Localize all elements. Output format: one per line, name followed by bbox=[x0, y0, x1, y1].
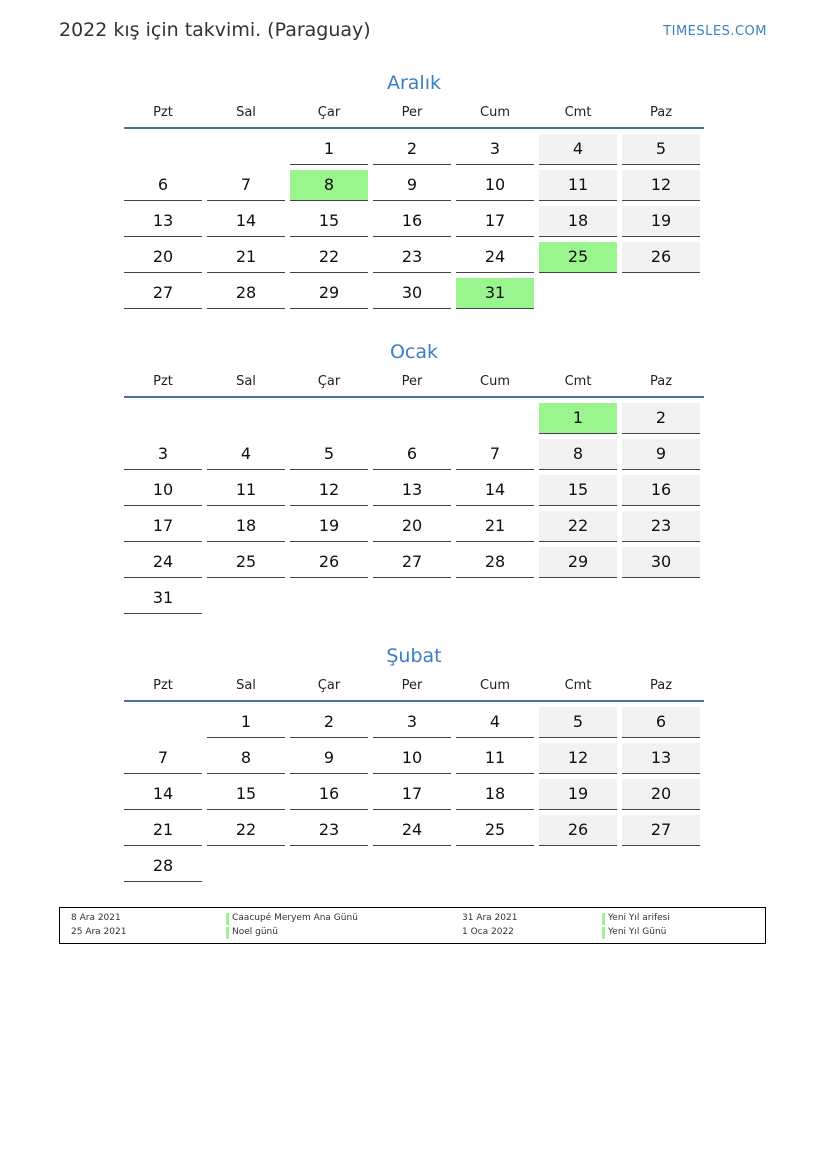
day-cell: 31 bbox=[456, 278, 534, 309]
day-cell: 12 bbox=[622, 170, 700, 201]
day-cell: 26 bbox=[290, 547, 368, 578]
weekday-label: Paz bbox=[649, 373, 673, 389]
day-cell: 20 bbox=[124, 242, 202, 273]
week-row bbox=[124, 206, 704, 237]
weekday-label: Çar bbox=[317, 104, 341, 120]
week-row bbox=[124, 547, 704, 578]
month-calendar bbox=[124, 69, 704, 314]
day-cell: 19 bbox=[539, 779, 617, 810]
weekday-label: Cum bbox=[480, 677, 510, 693]
empty-cell bbox=[124, 403, 202, 433]
empty-cell bbox=[124, 707, 202, 737]
day-cell: 27 bbox=[373, 547, 451, 578]
weekday-label: Pzt bbox=[153, 373, 173, 389]
holiday-legend bbox=[59, 907, 766, 944]
day-cell: 23 bbox=[290, 815, 368, 846]
day-cell: 15 bbox=[290, 206, 368, 237]
week-row bbox=[124, 707, 704, 738]
empty-cell bbox=[622, 278, 700, 308]
day-cell: 24 bbox=[456, 242, 534, 273]
week-row bbox=[124, 278, 704, 309]
day-cell: 17 bbox=[456, 206, 534, 237]
week-row bbox=[124, 851, 704, 882]
day-cell: 7 bbox=[207, 170, 285, 201]
empty-cell bbox=[456, 403, 534, 433]
day-cell: 29 bbox=[290, 278, 368, 309]
day-cell: 14 bbox=[207, 206, 285, 237]
empty-cell bbox=[207, 851, 285, 881]
day-cell: 6 bbox=[622, 707, 700, 738]
day-cell: 25 bbox=[207, 547, 285, 578]
day-cell: 21 bbox=[124, 815, 202, 846]
day-cell: 19 bbox=[622, 206, 700, 237]
day-cell: 27 bbox=[622, 815, 700, 846]
day-cell: 21 bbox=[456, 511, 534, 542]
day-cell: 8 bbox=[290, 170, 368, 201]
day-cell: 17 bbox=[373, 779, 451, 810]
month-calendar bbox=[124, 642, 704, 887]
weekday-header bbox=[124, 97, 704, 129]
weekday-label: Per bbox=[401, 104, 423, 120]
legend-date: 25 Ara 2021 bbox=[71, 927, 127, 937]
day-cell: 29 bbox=[539, 547, 617, 578]
empty-cell bbox=[207, 583, 285, 613]
day-cell: 12 bbox=[290, 475, 368, 506]
empty-cell bbox=[290, 583, 368, 613]
day-cell: 24 bbox=[124, 547, 202, 578]
day-cell: 16 bbox=[373, 206, 451, 237]
month-title: Aralık bbox=[386, 72, 441, 94]
empty-cell bbox=[290, 403, 368, 433]
day-cell: 3 bbox=[373, 707, 451, 738]
day-cell: 23 bbox=[622, 511, 700, 542]
legend-holiday-name: Noel günü bbox=[226, 927, 278, 937]
day-cell: 11 bbox=[456, 743, 534, 774]
day-cell: 3 bbox=[456, 134, 534, 165]
day-cell: 7 bbox=[124, 743, 202, 774]
day-cell: 7 bbox=[456, 439, 534, 470]
weekday-label: Paz bbox=[649, 677, 673, 693]
weekday-label: Sal bbox=[236, 373, 256, 389]
day-cell: 30 bbox=[622, 547, 700, 578]
week-row bbox=[124, 583, 704, 614]
weekday-header bbox=[124, 366, 704, 398]
weekday-label: Per bbox=[401, 677, 423, 693]
day-cell: 15 bbox=[207, 779, 285, 810]
empty-cell bbox=[373, 403, 451, 433]
day-cell: 25 bbox=[456, 815, 534, 846]
day-cell: 4 bbox=[539, 134, 617, 165]
empty-cell bbox=[290, 851, 368, 881]
week-row bbox=[124, 439, 704, 470]
legend-holiday-name: Yeni Yıl Günü bbox=[602, 927, 666, 937]
day-cell: 15 bbox=[539, 475, 617, 506]
day-cell: 19 bbox=[290, 511, 368, 542]
legend-holiday-name: Yeni Yıl arifesi bbox=[602, 913, 670, 923]
day-cell: 3 bbox=[124, 439, 202, 470]
weekday-label: Cmt bbox=[564, 104, 592, 120]
empty-cell bbox=[622, 851, 700, 881]
day-cell: 17 bbox=[124, 511, 202, 542]
day-cell: 18 bbox=[456, 779, 534, 810]
week-row bbox=[124, 743, 704, 774]
empty-cell bbox=[373, 583, 451, 613]
day-cell: 5 bbox=[539, 707, 617, 738]
day-cell: 16 bbox=[622, 475, 700, 506]
day-cell: 22 bbox=[539, 511, 617, 542]
day-cell: 27 bbox=[124, 278, 202, 309]
legend-date: 1 Oca 2022 bbox=[462, 927, 514, 937]
day-cell: 10 bbox=[456, 170, 534, 201]
day-cell: 9 bbox=[622, 439, 700, 470]
day-cell: 21 bbox=[207, 242, 285, 273]
empty-cell bbox=[207, 403, 285, 433]
weekday-label: Sal bbox=[236, 104, 256, 120]
day-cell: 5 bbox=[290, 439, 368, 470]
day-cell: 1 bbox=[539, 403, 617, 434]
day-cell: 26 bbox=[622, 242, 700, 273]
day-cell: 24 bbox=[373, 815, 451, 846]
day-cell: 13 bbox=[124, 206, 202, 237]
day-cell: 6 bbox=[373, 439, 451, 470]
day-cell: 13 bbox=[373, 475, 451, 506]
day-cell: 22 bbox=[207, 815, 285, 846]
day-cell: 28 bbox=[207, 278, 285, 309]
day-cell: 2 bbox=[622, 403, 700, 434]
day-cell: 22 bbox=[290, 242, 368, 273]
day-cell: 14 bbox=[456, 475, 534, 506]
weekday-label: Çar bbox=[317, 373, 341, 389]
day-cell: 23 bbox=[373, 242, 451, 273]
day-cell: 18 bbox=[207, 511, 285, 542]
empty-cell bbox=[539, 851, 617, 881]
month-title: Şubat bbox=[386, 645, 442, 667]
day-cell: 10 bbox=[373, 743, 451, 774]
day-cell: 26 bbox=[539, 815, 617, 846]
day-cell: 6 bbox=[124, 170, 202, 201]
day-cell: 14 bbox=[124, 779, 202, 810]
week-row bbox=[124, 134, 704, 165]
day-cell: 9 bbox=[290, 743, 368, 774]
weekday-label: Paz bbox=[649, 104, 673, 120]
weekday-header bbox=[124, 670, 704, 702]
day-cell: 2 bbox=[373, 134, 451, 165]
week-row bbox=[124, 475, 704, 506]
day-cell: 1 bbox=[290, 134, 368, 165]
legend-date: 8 Ara 2021 bbox=[71, 913, 121, 923]
empty-cell bbox=[456, 583, 534, 613]
day-cell: 28 bbox=[456, 547, 534, 578]
empty-cell bbox=[124, 134, 202, 164]
month-title: Ocak bbox=[389, 341, 439, 363]
day-cell: 18 bbox=[539, 206, 617, 237]
week-row bbox=[124, 170, 704, 201]
day-cell: 28 bbox=[124, 851, 202, 882]
day-cell: 9 bbox=[373, 170, 451, 201]
weekday-label: Cmt bbox=[564, 677, 592, 693]
weekday-label: Pzt bbox=[153, 104, 173, 120]
day-cell: 4 bbox=[456, 707, 534, 738]
empty-cell bbox=[456, 851, 534, 881]
day-cell: 5 bbox=[622, 134, 700, 165]
week-row bbox=[124, 815, 704, 846]
legend-holiday-name: Caacupé Meryem Ana Günü bbox=[226, 913, 358, 923]
weekday-label: Per bbox=[401, 373, 423, 389]
day-cell: 30 bbox=[373, 278, 451, 309]
day-cell: 20 bbox=[622, 779, 700, 810]
day-cell: 11 bbox=[539, 170, 617, 201]
legend-date: 31 Ara 2021 bbox=[462, 913, 518, 923]
day-cell: 1 bbox=[207, 707, 285, 738]
empty-cell bbox=[373, 851, 451, 881]
day-cell: 11 bbox=[207, 475, 285, 506]
day-cell: 10 bbox=[124, 475, 202, 506]
weekday-label: Sal bbox=[236, 677, 256, 693]
day-cell: 20 bbox=[373, 511, 451, 542]
week-row bbox=[124, 511, 704, 542]
day-cell: 31 bbox=[124, 583, 202, 614]
site-link[interactable]: TIMESLES.COM bbox=[663, 24, 767, 39]
empty-cell bbox=[539, 278, 617, 308]
day-cell: 12 bbox=[539, 743, 617, 774]
week-row bbox=[124, 403, 704, 434]
day-cell: 4 bbox=[207, 439, 285, 470]
weekday-label: Çar bbox=[317, 677, 341, 693]
week-row bbox=[124, 779, 704, 810]
weekday-label: Cum bbox=[480, 104, 510, 120]
day-cell: 25 bbox=[539, 242, 617, 273]
weekday-label: Pzt bbox=[153, 677, 173, 693]
weekday-label: Cmt bbox=[564, 373, 592, 389]
empty-cell bbox=[539, 583, 617, 613]
day-cell: 8 bbox=[539, 439, 617, 470]
month-calendar bbox=[124, 338, 704, 619]
day-cell: 2 bbox=[290, 707, 368, 738]
day-cell: 13 bbox=[622, 743, 700, 774]
day-cell: 16 bbox=[290, 779, 368, 810]
weekday-label: Cum bbox=[480, 373, 510, 389]
week-row bbox=[124, 242, 704, 273]
empty-cell bbox=[207, 134, 285, 164]
page-title: 2022 kış için takvimi. (Paraguay) bbox=[59, 19, 371, 41]
empty-cell bbox=[622, 583, 700, 613]
day-cell: 8 bbox=[207, 743, 285, 774]
